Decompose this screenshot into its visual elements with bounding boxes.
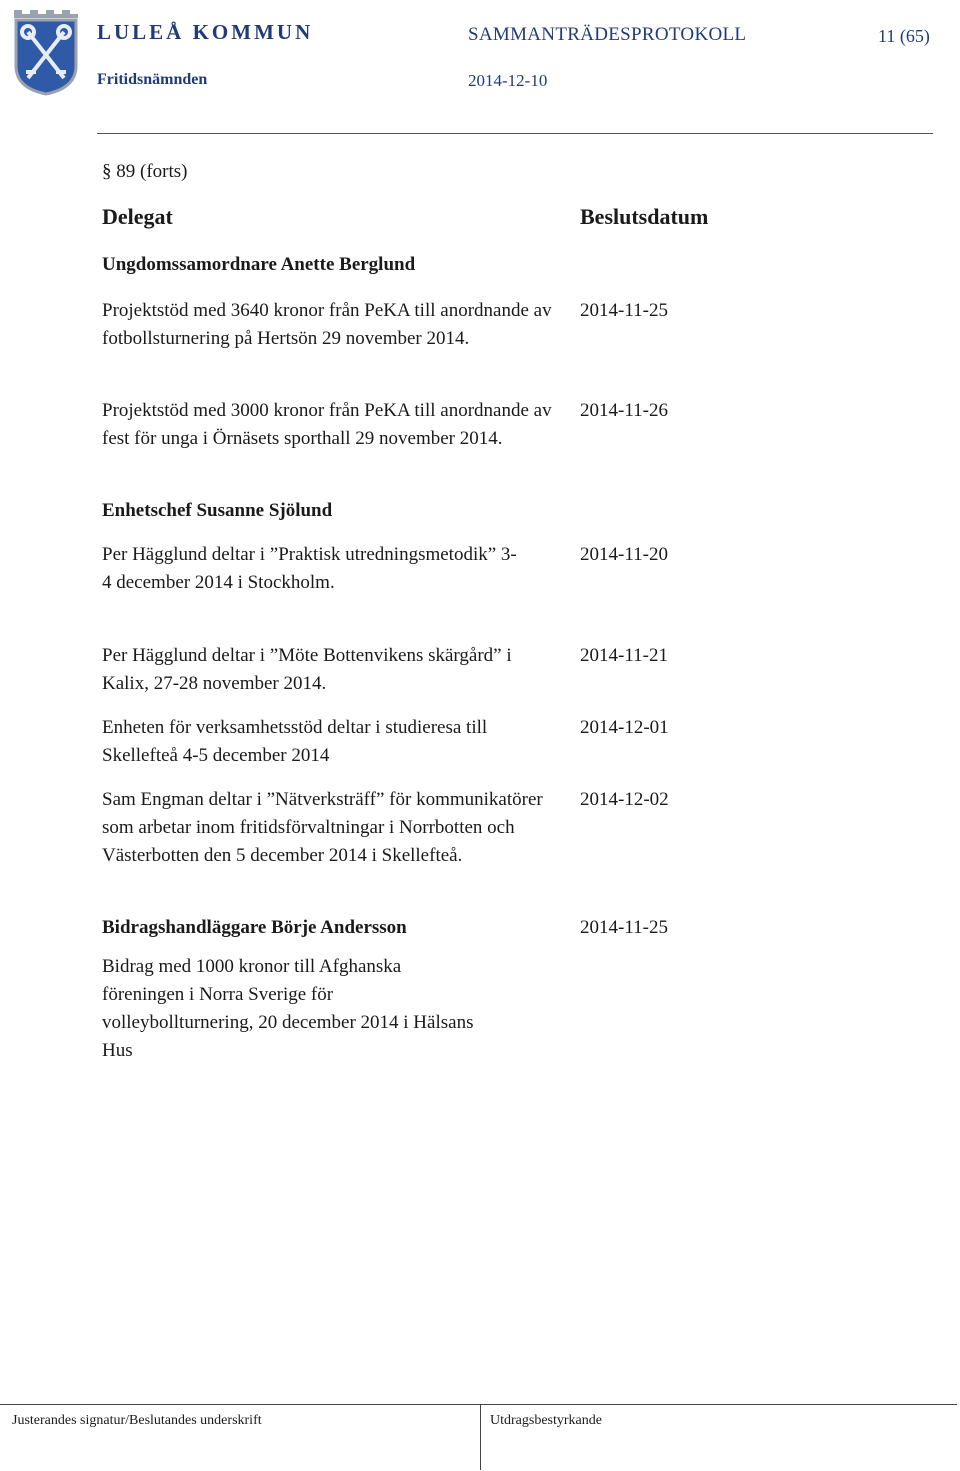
- delegate-name: Enhetschef Susanne Sjölund: [102, 500, 333, 521]
- decision-text: Enheten för verksamhetsstöd deltar i studieresa till Skellefteå 4-5 december 2014: [102, 717, 488, 766]
- decision-text: Projektstöd med 3640 kronor från PeKA till anordnande av fotbollsturnering på Hertsön 29 november 2014.: [102, 300, 552, 349]
- decision-date: 2014-11-20: [580, 544, 668, 565]
- decision-date: 2014-11-21: [580, 645, 668, 666]
- decision-date: 2014-12-01: [580, 717, 669, 738]
- organization-name: LULEÅ KOMMUN: [97, 20, 314, 44]
- column-header-delegate: Delegat: [102, 204, 173, 229]
- department-name: Fritidsnämnden: [97, 71, 208, 88]
- decision-date: 2014-11-25: [580, 300, 668, 321]
- section-reference: § 89 (forts): [102, 161, 188, 182]
- decision-date: 2014-11-25: [580, 917, 668, 938]
- decision-text: Per Hägglund deltar i ”Praktisk utredningsmetodik” 3-4 december 2014 i Stockholm.: [102, 544, 517, 593]
- lulea-coat-of-arms-logo: [10, 4, 82, 96]
- decision-text: Per Hägglund deltar i ”Möte Bottenvikens skärgård” i Kalix, 27-28 november 2014.: [102, 645, 512, 694]
- page-number: 11 (65): [878, 26, 930, 46]
- footer-column-separator: [480, 1404, 481, 1470]
- column-header-decision-date: Beslutsdatum: [580, 204, 709, 229]
- decision-date: 2014-11-26: [580, 400, 668, 421]
- signature-label: Justerandes signatur/Beslutandes underskrift: [12, 1413, 262, 1428]
- document-date: 2014-12-10: [468, 71, 548, 90]
- header-divider: [97, 133, 933, 134]
- decision-date: 2014-12-02: [580, 789, 669, 810]
- delegate-name: Ungdomssamordnare Anette Berglund: [102, 254, 416, 275]
- decision-text: Projektstöd med 3000 kronor från PeKA till anordnande av fest för unga i Örnäsets sporthall 29 november 2014.: [102, 400, 552, 449]
- document-title: SAMMANTRÄDESPROTOKOLL: [468, 24, 747, 45]
- delegate-name: Bidragshandläggare Börje Andersson: [102, 917, 407, 938]
- excerpt-certification-label: Utdragsbestyrkande: [490, 1413, 602, 1428]
- footer-divider: [0, 1404, 957, 1405]
- decision-text: Sam Engman deltar i ”Nätverksträff” för kommunikatörer som arbetar inom fritidsförvaltningar i Norrbotten och Västerbotten den 5 december 2014 i Skellefteå.: [102, 789, 543, 866]
- decision-text: Bidrag med 1000 kronor till Afghanska föreningen i Norra Sverige för volleybollturnering, 20 december 2014 i Hälsans Hus: [102, 956, 474, 1061]
